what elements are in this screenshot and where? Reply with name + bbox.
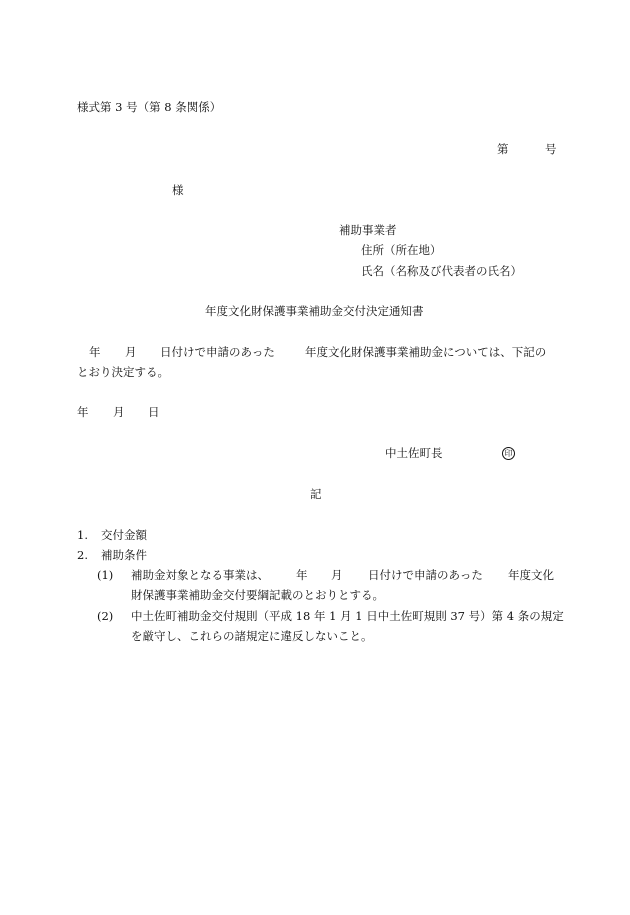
item-label-1: 交付金額 bbox=[101, 528, 147, 542]
condition-number-2: (2) bbox=[97, 609, 114, 623]
body-year: 年 bbox=[89, 345, 101, 359]
grantee-address-label: 住所（所在地） bbox=[361, 243, 442, 257]
condition-1-line1-month: 月 bbox=[331, 568, 343, 582]
item-number-2: 2. bbox=[77, 548, 88, 562]
date-month: 月 bbox=[113, 405, 125, 419]
addressee-honorific: 様 bbox=[172, 183, 184, 197]
date-year: 年 bbox=[77, 405, 89, 419]
condition-2-line2: を厳守し、これらの諸規定に違反しないこと。 bbox=[131, 629, 373, 643]
date-day: 日 bbox=[148, 405, 160, 419]
document-title: 年度文化財保護事業補助金交付決定通知書 bbox=[205, 304, 424, 318]
grantee-title: 補助事業者 bbox=[339, 223, 397, 237]
condition-2-line1: 中土佐町補助金交付規則（平成 18 年 1 月 1 日中土佐町規則 37 号）第 4 条の規定 bbox=[131, 609, 564, 623]
doc-number-suffix: 号 bbox=[545, 142, 557, 156]
body-day-part: 日付けで申請のあった bbox=[160, 345, 275, 359]
item-number-1: 1. bbox=[77, 528, 88, 542]
form-number: 様式第 3 号（第 8 条関係） bbox=[77, 100, 222, 114]
body-line2: とおり決定する。 bbox=[77, 365, 169, 379]
condition-1-line1-year: 年 bbox=[296, 568, 308, 582]
condition-1-line1-day-part: 日付けで申請のあった bbox=[368, 568, 483, 582]
condition-1-line1-a: 補助金対象となる事業は、 bbox=[131, 568, 269, 582]
item-label-2: 補助条件 bbox=[101, 548, 147, 562]
condition-1-line1-end: 年度文化 bbox=[508, 568, 554, 582]
body-month: 月 bbox=[125, 345, 137, 359]
issuer-name: 中土佐町長 bbox=[385, 446, 443, 460]
body-program-part: 年度文化財保護事業補助金については、下記の bbox=[305, 345, 547, 359]
ki-heading: 記 bbox=[310, 487, 322, 501]
grantee-name-label: 氏名（名称及び代表者の氏名） bbox=[361, 264, 522, 278]
seal-mark-icon: 印 bbox=[502, 447, 515, 460]
condition-1-line2: 財保護事業補助金交付要綱記載のとおりとする。 bbox=[131, 588, 384, 602]
condition-number-1: (1) bbox=[97, 568, 114, 582]
doc-number-prefix: 第 bbox=[497, 142, 509, 156]
